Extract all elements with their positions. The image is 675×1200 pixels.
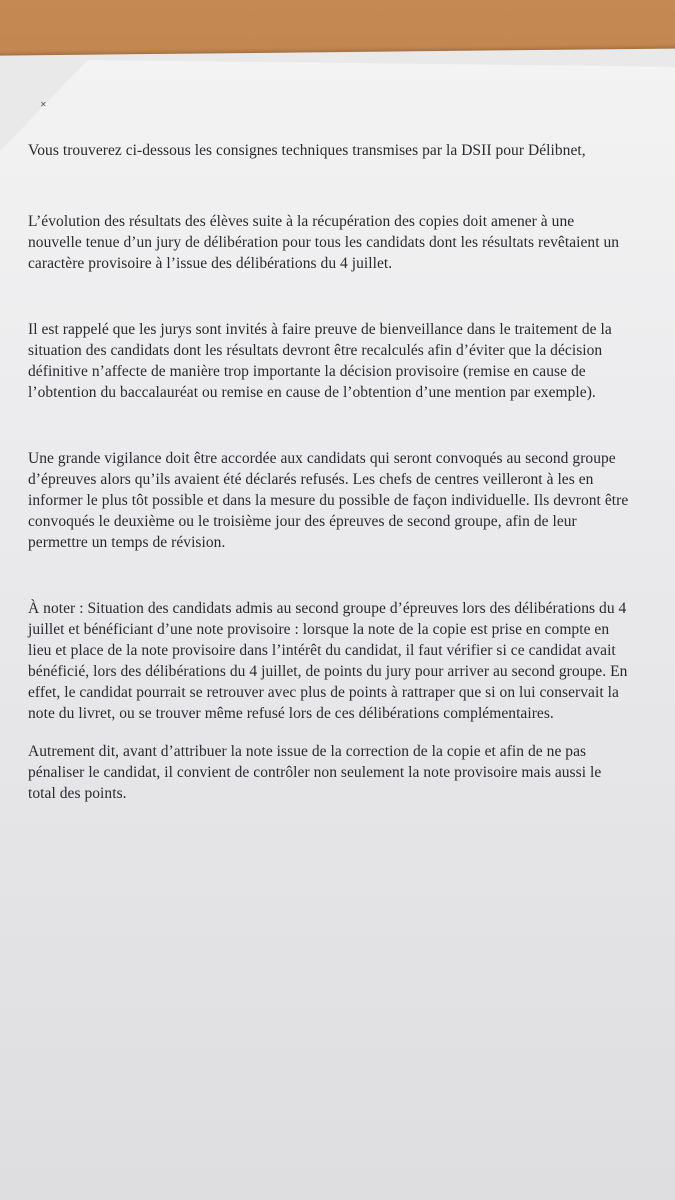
paragraph-bienveillance: Il est rappelé que les jurys sont invités à faire preuve de bienveillance dans le traitement de la situation des candidats dont les résultats devront être recalculés afin d’éviter que la décision définitive n’affecte de manière trop importante la décision provisoire (remise en cause de l’obtention du baccalauréat ou remise en cause de l’obtention d’une mention par exemple). [28, 321, 612, 401]
document-body [28, 140, 658, 804]
paragraph-evolution: L’évolution des résultats des élèves suite à la récupération des copies doit amener à une nouvelle tenue d’un jury de délibération pour tous les candidats dont les résultats revêtaient un caractère provisoire à l’issue des délibérations du 4 juillet. [28, 213, 620, 272]
paragraph-a-noter: À noter : Situation des candidats admis au second groupe d’épreuves lors des délibérations du 4 juillet et bénéficiant d’une note provisoire : lorsque la note de la copie est prise en compte en lieu et place de la note provisoire dans l’intérêt du candidat, il faut vérifier si ce candidat avait bénéficié, lors des délibérations du 4 juillet, de points du jury pour arriver au second groupe. En effet, le candidat pourrait se retrouver avec plus de points à rattraper que si on lui conservait la note du livret, ou se trouver même refusé lors de ces délibérations complémentaires. [28, 600, 628, 722]
staple-mark: ✕ [40, 100, 47, 109]
paragraph-autrement-dit: Autrement dit, avant d’attribuer la note issue de la correction de la copie et afin de ne pas pénaliser le candidat, il convient de contrôler non seulement la note provisoire mais aussi le total des points. [28, 743, 602, 802]
intro-line: Vous trouverez ci-dessous les consignes techniques transmises par la DSII pour Délibnet, [28, 142, 586, 159]
paragraph-vigilance: Une grande vigilance doit être accordée aux candidats qui seront convoqués au second groupe d’épreuves alors qu’ils avaient été déclarés refusés. Les chefs de centres veilleront à les en informer le plus tôt possible et dans la mesure du possible de façon individuelle. Ils devront être convoqués le deuxième ou le troisième jour des épreuves de second groupe, afin de leur permettre un temps de révision. [28, 450, 629, 551]
